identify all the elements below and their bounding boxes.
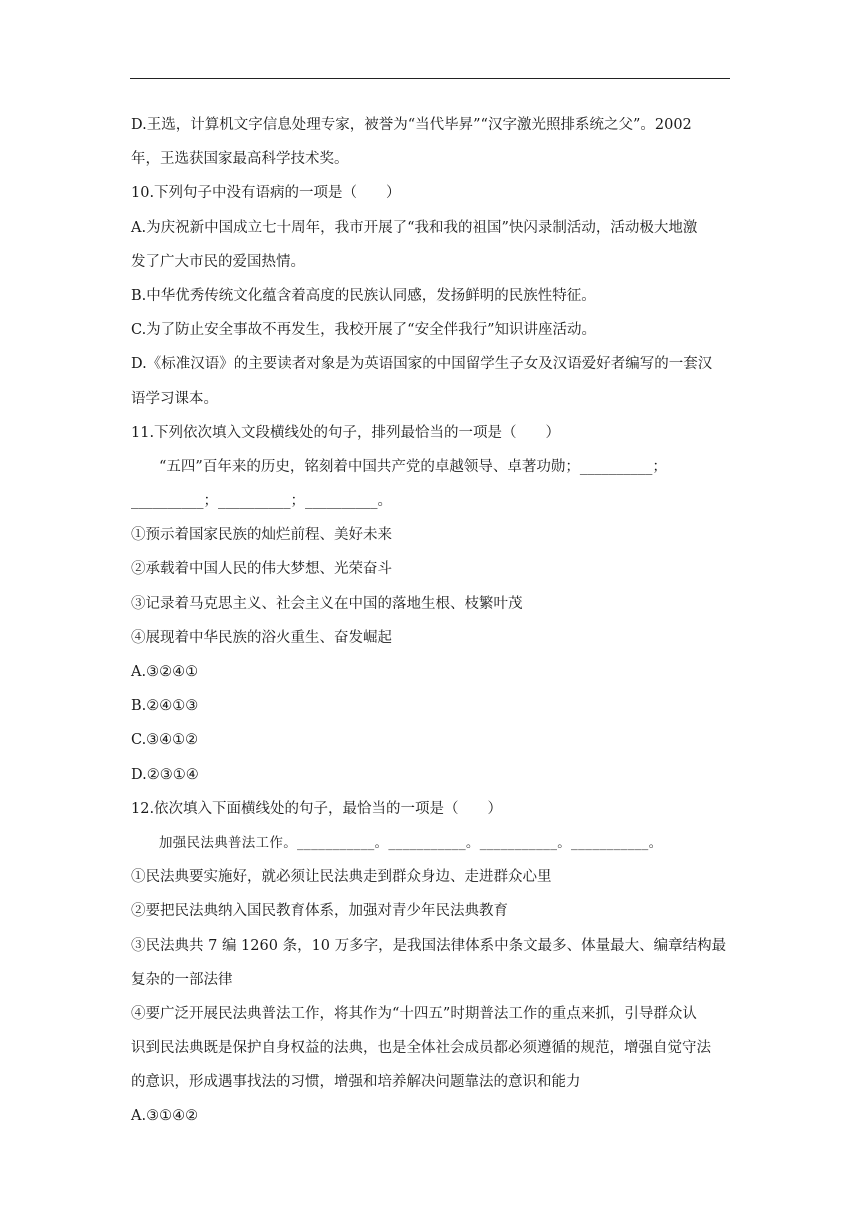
q10-option-b: B.中华优秀传统文化蕴含着高度的民族认同感，发扬鲜明的民族性特征。 — [131, 287, 596, 304]
q10-option-d-line2: 语学习课本。 — [131, 390, 218, 407]
q12-sentence-4-line2: 识到民法典既是保护自身权益的法典，也是全体社会成员都必须遵循的规范，增强自觉守法 — [131, 1040, 711, 1057]
q11-sentence-3: ③记录着马克思主义、社会主义在中国的落地生根、枝繁叶茂 — [131, 595, 523, 612]
q10-stem: 10.下列句子中没有语病的一项是（ ） — [131, 185, 401, 202]
q10-option-c: C.为了防止安全事故不再发生，我校开展了“安全伴我行”知识讲座活动。 — [131, 322, 597, 339]
q9-option-d-line1: D.王选，计算机文字信息处理专家，被誉为“当代毕昇”“汉字激光照排系统之父”。2002 — [131, 117, 692, 133]
document-body — [131, 108, 731, 1134]
q9-option-d-line2: 年，王选获国家最高科学技术奖。 — [131, 151, 349, 168]
q11-sentence-2: ②承载着中国人民的伟大梦想、光荣奋斗 — [131, 561, 392, 578]
q11-option-a: A.③②④① — [131, 664, 199, 680]
q10-option-d-line1: D.《标准汉语》的主要读者对象是为英语国家的中国留学生子女及汉语爱好者编写的一套汉 — [131, 356, 713, 373]
q12-sentence-3-line2: 复杂的一部法律 — [131, 971, 233, 988]
header-rule — [130, 78, 730, 79]
q12-sentence-4-line3: 的意识，形成遇事找法的习惯，增强和培养解决问题靠法的意识和能力 — [131, 1074, 581, 1091]
q10-option-a-line1: A.为庆祝新中国成立七十周年，我市开展了“我和我的祖国”快闪录制活动，活动极大地激 — [131, 219, 698, 236]
q11-option-b: B.②④①③ — [131, 698, 199, 715]
q11-passage-line2: __________；__________；__________。 — [131, 493, 392, 510]
q11-passage-line1: “五四”百年来的历史，铭刻着中国共产党的卓越领导、卓著功勋；__________； — [159, 458, 667, 475]
q11-stem: 11.下列依次填入文段横线处的句子，排列最恰当的一项是（ ） — [131, 424, 561, 441]
q12-sentence-2: ②要把民法典纳入国民教育体系，加强对青少年民法典教育 — [131, 903, 508, 920]
q11-sentence-4: ④展现着中华民族的浴火重生、奋发崛起 — [131, 629, 392, 646]
q12-option-a: A.③①④② — [131, 1108, 199, 1125]
q11-sentence-1: ①预示着国家民族的灿烂前程、美好未来 — [131, 527, 392, 544]
q12-sentence-3-line1: ③民法典共 7 编 1260 条，10 万多字，是我国法律体系中条文最多、体量最大、编章结构最 — [131, 937, 727, 954]
q12-sentence-4-line1: ④要广泛开展民法典普法工作，将其作为“十四五”时期普法工作的重点来抓，引导群众认 — [131, 1005, 697, 1022]
q11-option-d: D.②③①④ — [131, 766, 199, 783]
q10-option-a-line2: 发了广大市民的爱国热情。 — [131, 253, 305, 270]
q12-sentence-1: ①民法典要实施好，就必须让民法典走到群众身边、走进群众心里 — [131, 869, 552, 886]
q12-stem: 12.依次填入下面横线处的句子，最恰当的一项是（ ） — [131, 800, 503, 817]
q12-passage: 加强民法典普法工作。___________。___________。___________。___________。 — [159, 834, 663, 851]
q11-option-c: C.③④①② — [131, 732, 199, 749]
